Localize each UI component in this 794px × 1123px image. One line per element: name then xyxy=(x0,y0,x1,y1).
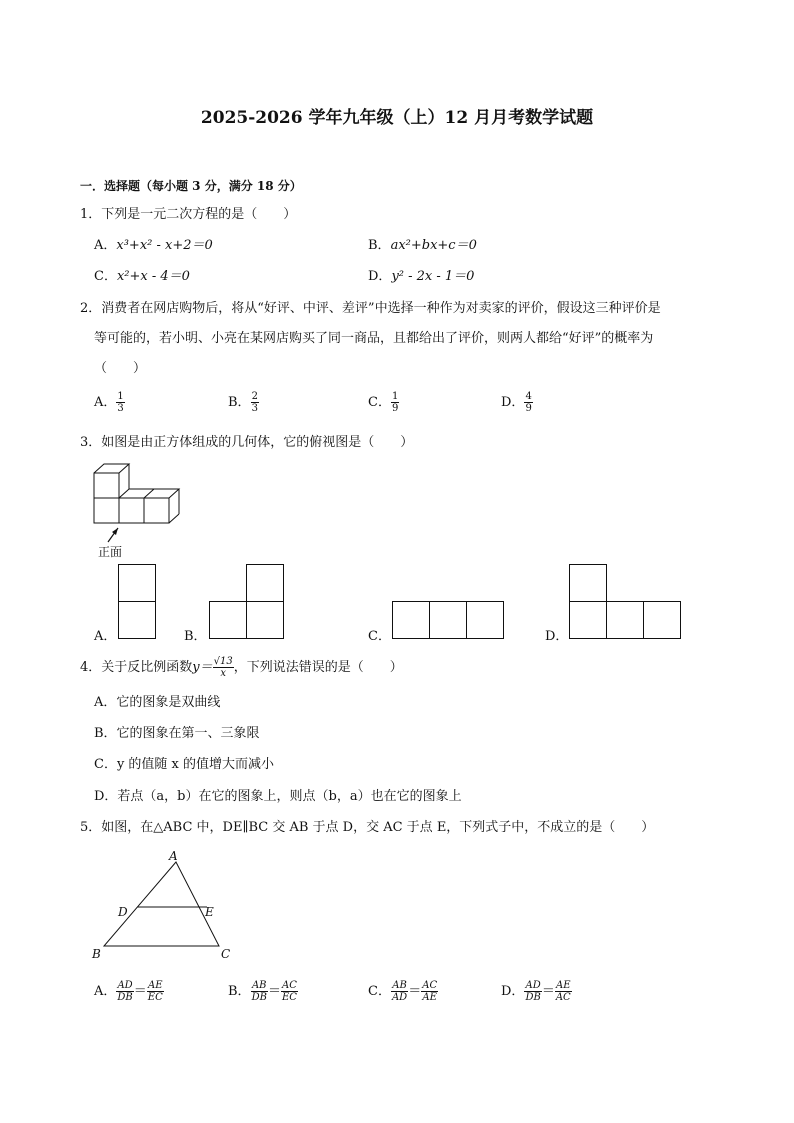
page-title: 2025-2026 学年九年级（上）12 月月考数学试题 xyxy=(200,108,594,128)
label-D: D xyxy=(118,905,128,919)
label-C: C xyxy=(221,947,231,961)
q4-option-b: B．它的图象在第一、三象限 xyxy=(94,726,260,741)
q4-option-c: C．y 的值随 x 的值增大而减小 xyxy=(94,757,275,772)
label-E: E xyxy=(205,905,214,919)
q1-stem: 1．下列是一元二次方程的是（ ） xyxy=(80,207,297,222)
q2-option-d: D． $\frac{4}{9}$ xyxy=(501,391,532,414)
q2-line3: （ ） xyxy=(94,361,147,376)
q5-option-d: D． $\frac{AD}{DB}$ ＝ $\frac{AE}{AC}$ xyxy=(501,980,571,1003)
q5-stem: 5．如图，在△ABC 中，DE∥BC 交 AB 于点 D，交 AC 于点 E，下列式子中，不成立的是（ ） xyxy=(80,820,655,835)
q4-option-d: D．若点（a，b）在它的图象上，则点（b，a）也在它的图象上 xyxy=(94,789,462,804)
q1-option-a: A．x³+x² - x+2＝0 xyxy=(94,238,213,253)
label-A: A xyxy=(169,849,178,863)
q3-stem: 3．如图是由正方体组成的几何体，它的俯视图是（ ） xyxy=(80,435,414,450)
q2-line1: 2．消费者在网店购物后，将从“好评、中评、差评”中选择一种作为对卖家的评价，假设这三种评价是 xyxy=(80,301,661,316)
q1-option-d: D．y² - 2x - 1＝0 xyxy=(368,269,475,284)
triangle-figure xyxy=(88,848,248,964)
q1-option-c: C．x²+x - 4＝0 xyxy=(94,269,190,284)
q5-option-a: A． $\frac{AD}{DB}$ ＝ $\frac{AE}{EC}$ xyxy=(94,980,163,1003)
front-label: 正面 xyxy=(98,545,123,559)
q3-option-c-label: C． xyxy=(368,629,391,644)
q2-option-b: B． $\frac{2}{3}$ xyxy=(228,391,258,414)
q3-option-a-label: A． xyxy=(94,629,117,644)
label-B: B xyxy=(92,947,101,961)
q5-option-b: B． $\frac{AB}{DB}$ ＝ $\frac{AC}{EC}$ xyxy=(228,980,297,1003)
q4-option-a: A．它的图象是双曲线 xyxy=(94,695,221,710)
q3-option-d-label: D． xyxy=(545,629,569,644)
q4-stem: 4．关于反比例函数y＝ $\frac{√13}{x}$ ，下列说法错误的是（ ） xyxy=(80,656,403,679)
q5-option-c: C． $\frac{AB}{AD}$ ＝ $\frac{AC}{AE}$ xyxy=(368,980,438,1003)
q3-option-b-label: B． xyxy=(184,629,207,644)
q2-option-a: A． $\frac{1}{3}$ xyxy=(94,391,124,414)
q2-option-c: C． $\frac{1}{9}$ xyxy=(368,391,399,414)
q2-line2: 等可能的，若小明、小亮在某网店购买了同一商品，且都给出了评价，则两人都给“好评”的概率为 xyxy=(94,331,654,346)
section-heading: 一．选择题（每小题 3 分，满分 18 分） xyxy=(80,179,302,193)
q1-option-b: B．ax²+bx+c＝0 xyxy=(368,238,477,253)
